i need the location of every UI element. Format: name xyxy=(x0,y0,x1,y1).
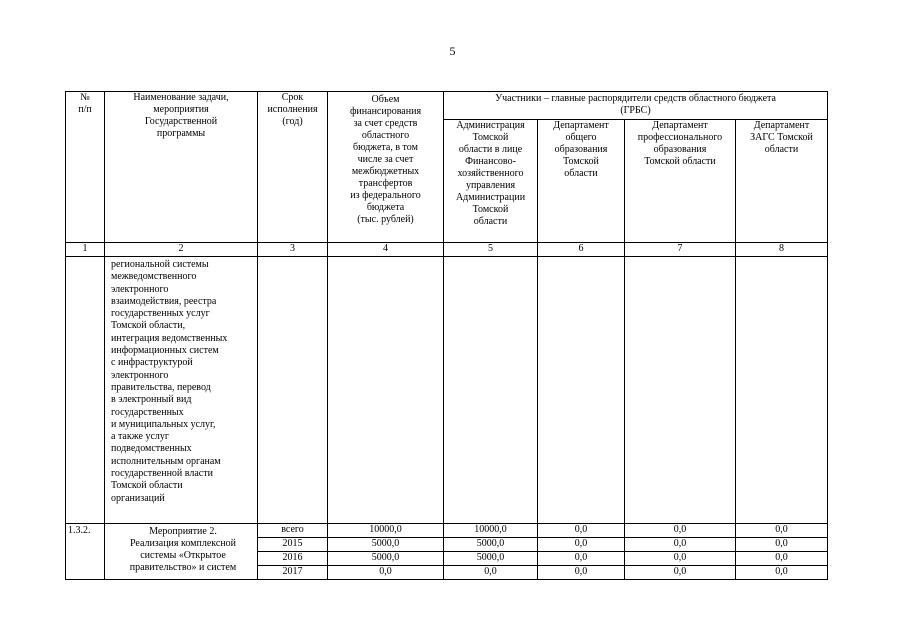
measure-dept-general: 0,0 xyxy=(538,538,625,552)
measure-dept-general: 0,0 xyxy=(538,524,625,538)
measure-total: 10000,0 xyxy=(328,524,444,538)
measure-row-total xyxy=(66,524,828,538)
measure-dept-general: 0,0 xyxy=(538,566,625,580)
header-row-top xyxy=(66,92,828,120)
measure-year: 2017 xyxy=(258,566,328,580)
column-number: 2 xyxy=(105,243,258,257)
measure-dept-zags: 0,0 xyxy=(736,552,828,566)
measure-total: 5000,0 xyxy=(328,552,444,566)
measure-dept-zags: 0,0 xyxy=(736,524,828,538)
continuation-row xyxy=(66,257,828,524)
measure-dept-general: 0,0 xyxy=(538,552,625,566)
program-table xyxy=(65,91,828,580)
header-administration: Администрация Томской области в лице Финансово- хозяйственного управления Администрации Томской области xyxy=(444,120,538,243)
measure-year: 2016 xyxy=(258,552,328,566)
measure-dept-professional: 0,0 xyxy=(625,552,736,566)
header-dept-zags: Департамент ЗАГС Томской области xyxy=(736,120,828,243)
measure-dept-professional: 0,0 xyxy=(625,566,736,580)
measure-administration: 5000,0 xyxy=(444,552,538,566)
empty-cell xyxy=(258,257,328,524)
empty-cell xyxy=(736,257,828,524)
measure-name: Мероприятие 2. Реализация комплексной системы «Открытое правительство» и систем xyxy=(105,524,258,580)
column-number: 5 xyxy=(444,243,538,257)
measure-total: 5000,0 xyxy=(328,538,444,552)
column-number: 8 xyxy=(736,243,828,257)
measure-dept-professional: 0,0 xyxy=(625,524,736,538)
header-deadline: Срок исполнения (год) xyxy=(258,92,328,243)
measure-dept-professional: 0,0 xyxy=(625,538,736,552)
header-participants: Участники – главные распорядители средств областного бюджета (ГРБС) xyxy=(444,92,828,120)
column-number: 6 xyxy=(538,243,625,257)
header-number: № п/п xyxy=(66,92,105,243)
measure-year: всего xyxy=(258,524,328,538)
column-number: 7 xyxy=(625,243,736,257)
empty-cell xyxy=(328,257,444,524)
empty-cell xyxy=(538,257,625,524)
measure-administration: 0,0 xyxy=(444,566,538,580)
continuation-text: региональной системы межведомственного электронного взаимодействия, реестра государственных услуг Томской области, интеграция ведомственных информационных систем с инфраструктурой электронного правительства, перевод в электронный вид государственных и муниципальных услуг, а также услуг подведомственных исполнительным органам государственной власти Томской области организаций xyxy=(105,257,258,524)
column-numbers-row xyxy=(66,243,828,257)
measure-dept-zags: 0,0 xyxy=(736,566,828,580)
header-name: Наименование задачи, мероприятия Государственной программы xyxy=(105,92,258,243)
header-funding-volume: Объем финансирования за счет средств областного бюджета, в том числе за счет межбюджетных трансфертов из федерального бюджета (тыс. рублей) xyxy=(328,92,444,243)
column-number: 1 xyxy=(66,243,105,257)
measure-administration: 5000,0 xyxy=(444,538,538,552)
empty-cell xyxy=(625,257,736,524)
header-dept-professional-education: Департамент профессионального образования Томской области xyxy=(625,120,736,243)
measure-total: 0,0 xyxy=(328,566,444,580)
measure-year: 2015 xyxy=(258,538,328,552)
column-number: 3 xyxy=(258,243,328,257)
continuation-number-cell xyxy=(66,257,105,524)
measure-dept-zags: 0,0 xyxy=(736,538,828,552)
header-dept-general-education: Департамент общего образования Томской области xyxy=(538,120,625,243)
empty-cell xyxy=(444,257,538,524)
column-number: 4 xyxy=(328,243,444,257)
measure-number: 1.3.2. xyxy=(66,524,105,580)
measure-administration: 10000,0 xyxy=(444,524,538,538)
page-number: 5 xyxy=(449,44,456,58)
